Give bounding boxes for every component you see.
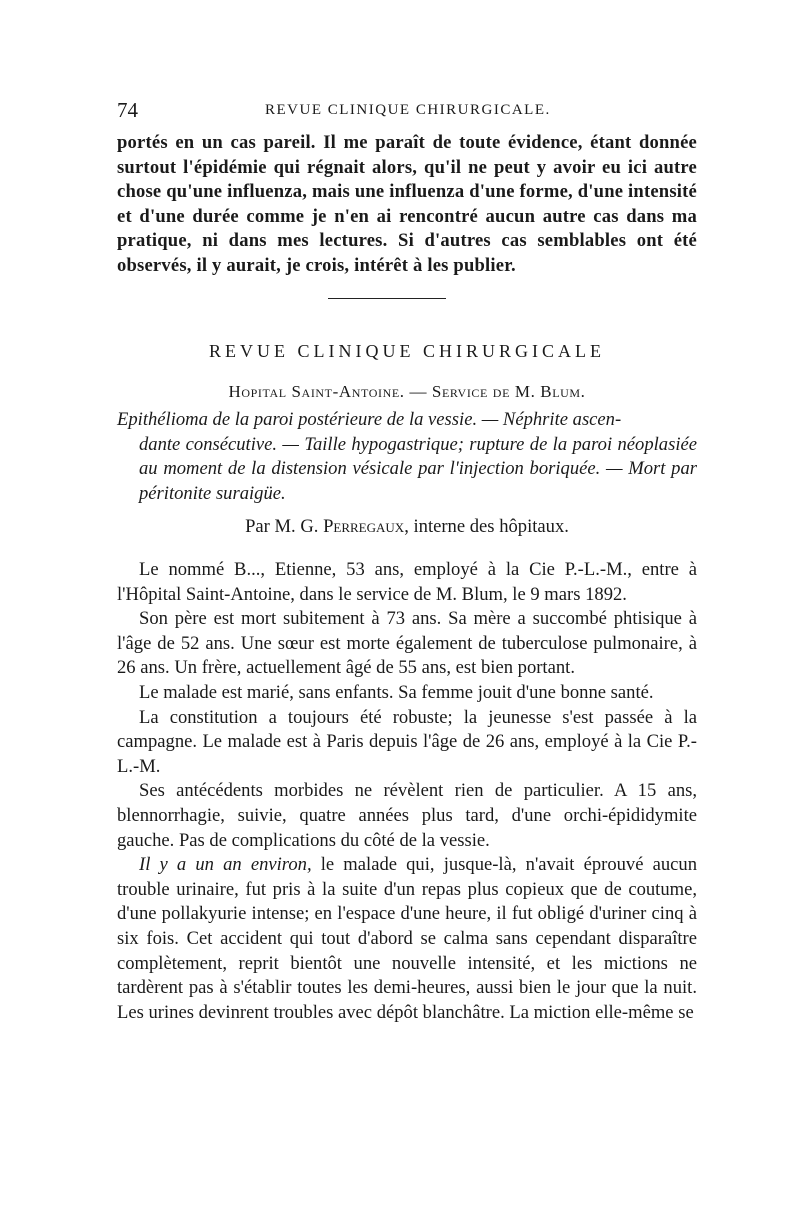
author-prefix: Par M. G. xyxy=(245,516,319,537)
intro-block xyxy=(117,131,697,279)
author-line xyxy=(117,516,697,538)
page-number: 74 xyxy=(117,98,138,122)
onset-text: le malade qui, jusque-là, n'avait éprouvé aucun trouble urinaire, fut pris à la suite d'un repas plus copieux que de coutume, d'une pollakyurie intense; en l'espace d'une heure, il fut obligé d'uriner cinq à six fois. Cet accident qui tout d'abord se calma sans cependant disparaître complètement, reprit bientôt une nouvelle intensité, et les mictions ne tardèrent pas à s'établir toutes les demi-heures, aussi bien le jour que la nuit. Les urines devinrent troubles avec dépôt blanchâtre. La miction elle-même se xyxy=(117,854,698,1023)
hospital-service-line: Hopital Saint-Antoine. — Service de M. Blum. xyxy=(228,382,586,401)
section-divider xyxy=(328,298,446,299)
running-header xyxy=(117,98,697,122)
section-title: REVUE CLINIQUE CHIRURGICALE xyxy=(209,341,605,361)
running-title: REVUE CLINIQUE CHIRURGICALE. xyxy=(265,102,551,118)
case-title xyxy=(117,408,697,506)
case-report-body xyxy=(117,558,697,1025)
paragraph-constitution: La constitution a toujours été robuste; la jeunesse s'est passée à la campagne. Le malade est à Paris depuis l'âge de 26 ans, employé à la Cie P.-L.-M. xyxy=(117,706,697,777)
paragraph-onset xyxy=(117,853,697,1025)
case-title-line-1: Epithélioma de la paroi postérieure de la vessie. — Néphrite ascen- xyxy=(117,409,622,430)
paragraph-marital: Le malade est marié, sans enfants. Sa femme jouit d'une bonne santé. xyxy=(139,681,654,703)
intro-paragraph: portés en un cas pareil. Il me paraît de toute évidence, étant donnée surtout l'épidémie qui régnait alors, qu'il ne peut y avoir eu ici autre chose qu'une influenza, mais une influenza d'une forme, d'une intensité et d'une durée comme je n'en ai rencontré aucun autre cas dans ma pratique, ni dans mes lectures. Si d'autres cas semblables ont été observés, il y aurait, je crois, intérêt à les publier. xyxy=(117,132,697,276)
case-title-continuation: dante consécutive. — Taille hypogastrique; rupture de la paroi néoplasiée au moment de la distension vésicale par l'injection boriquée. — Mort par péritonite suraigüe. xyxy=(139,433,697,504)
paragraph-admission: Le nommé B..., Etienne, 53 ans, employé à la Cie P.-L.-M., entre à l'Hôpital Saint-Antoine, dans le service de M. Blum, le 9 mars 1892. xyxy=(117,559,697,605)
author-suffix: , interne des hôpitaux. xyxy=(404,516,569,537)
paragraph-antecedents: Ses antécédents morbides ne révèlent rien de particulier. A 15 ans, blennorrhagie, suivie, quatre années plus tard, d'une orchi-épididymite gauche. Pas de complications du côté de la vessie. xyxy=(117,780,697,851)
paragraph-family-history: Son père est mort subitement à 73 ans. Sa mère a succombé phtisique à l'âge de 52 ans. Une sœur est morte également de tuberculose pulmonaire, à 26 ans. Un frère, actuellement âgé de 55 ans, est bien portant. xyxy=(117,608,697,679)
onset-lead: Il y a un an environ, xyxy=(139,854,312,876)
author-name: Perregaux xyxy=(323,516,405,537)
